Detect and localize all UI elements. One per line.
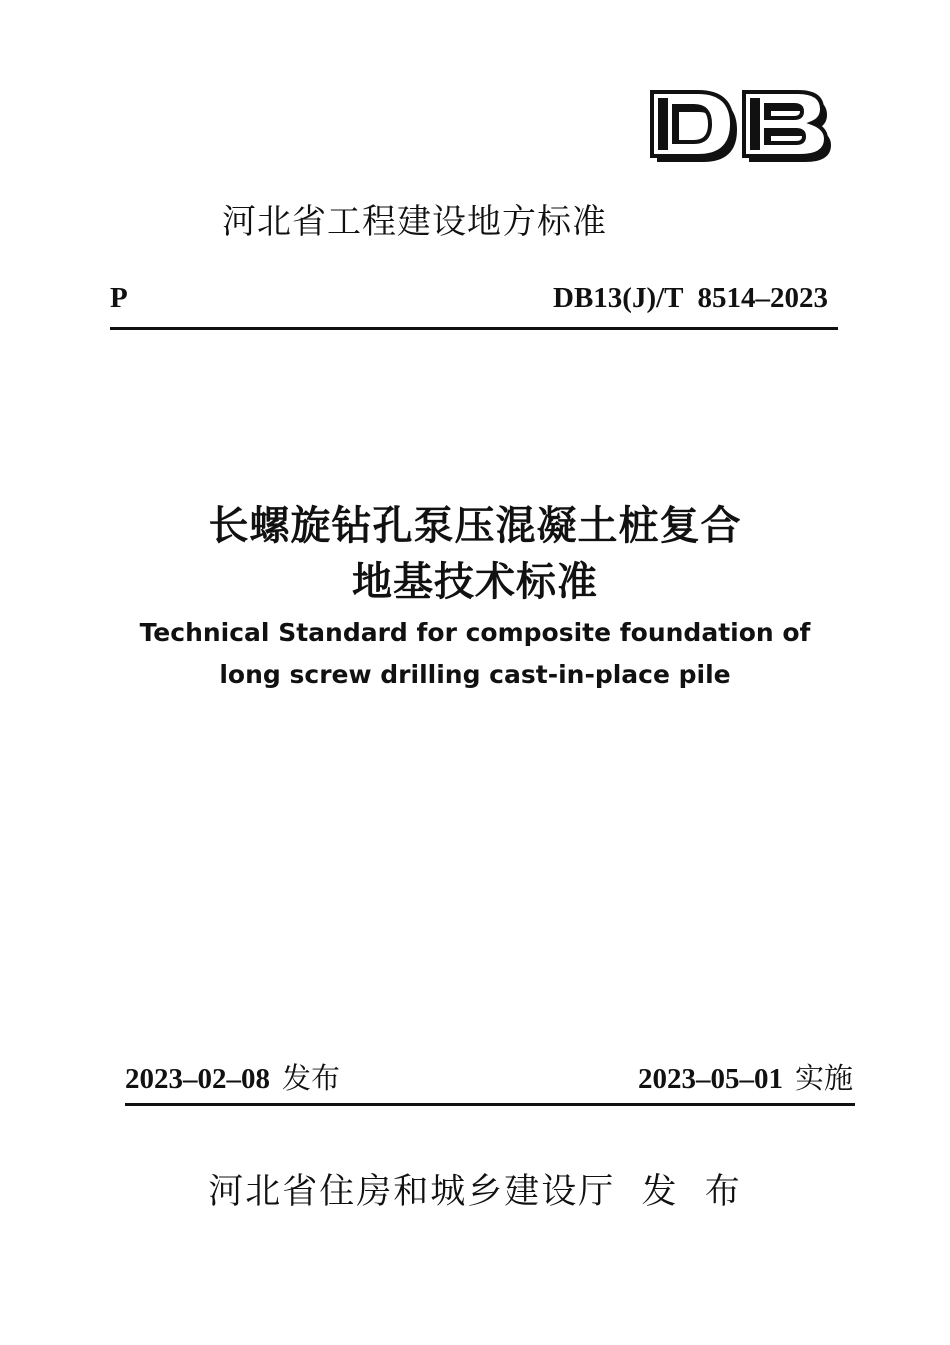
db-logo-mark	[648, 88, 834, 164]
publisher: 河北省住房和城乡建设厅 发 布	[208, 1172, 742, 1212]
issue-date-group	[125, 1056, 340, 1097]
title-cn-line2: 地基技术标准	[352, 558, 598, 605]
bottom-divider	[125, 1103, 855, 1106]
top-divider	[110, 327, 838, 330]
implement-label: 实施	[794, 1061, 853, 1095]
title-cn-line1: 长螺旋钻孔泵压混凝土桩复合	[208, 502, 742, 549]
title-en-line1: Technical Standard for composite foundation of	[139, 618, 811, 647]
code-row	[110, 282, 838, 322]
db-logo	[648, 88, 834, 164]
standard-category: 河北省工程建设地方标准	[222, 202, 607, 242]
implement-date: 2023–05–01	[637, 1063, 783, 1095]
standard-number: DB13(J)/T 8514–2023	[553, 282, 828, 314]
issue-label: 发布	[282, 1061, 341, 1095]
title-en-line2: long screw drilling cast-in-place pile	[219, 660, 731, 689]
classification-code: P	[110, 282, 128, 314]
implement-date-group	[638, 1056, 853, 1097]
issue-date: 2023–02–08	[125, 1063, 270, 1095]
date-row	[125, 1056, 853, 1096]
